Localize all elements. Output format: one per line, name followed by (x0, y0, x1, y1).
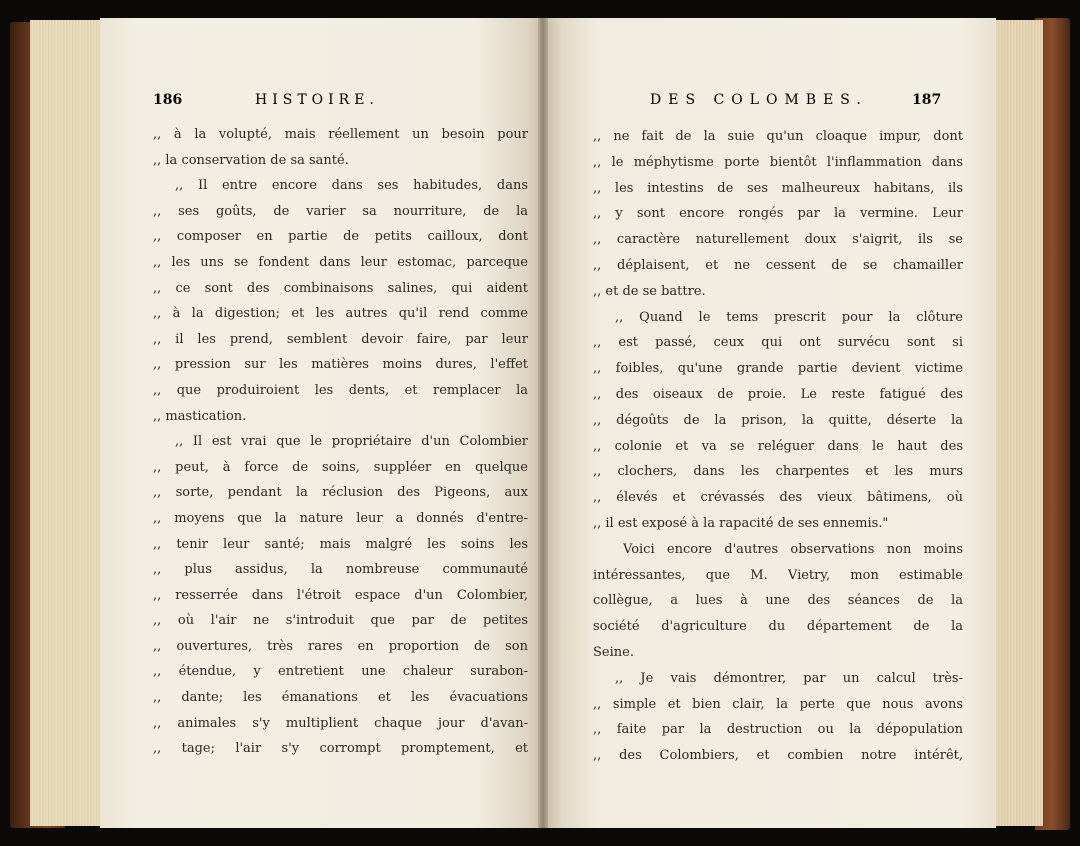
right-running-title: DES COLOMBES. (650, 92, 868, 108)
right-running-head (650, 90, 960, 110)
text-line: ,, y sont encore rongés par la vermine. Leur (593, 206, 963, 222)
text-line: ,, il les prend, semblent devoir faire, par leur (153, 331, 528, 347)
text-line: ,, des oiseaux de proie. Le reste fatigué des (593, 386, 963, 402)
right-page-number: 187 (912, 92, 942, 108)
book-gutter (538, 18, 548, 828)
text-line: ,, à la volupté, mais réellement un besoin pour (153, 127, 528, 142)
text-line: ,, la conservation de sa santé. (153, 152, 349, 168)
text-line: ,, élevés et crévassés des vieux bâtimens, où (593, 490, 963, 506)
text-line: Seine. (593, 644, 634, 660)
text-line: ,, où l'air ne s'introduit que par de petites (153, 613, 528, 629)
text-line: ,, Je vais démontrer, par un calcul très- (615, 670, 963, 686)
text-line: ,, que produiroient les dents, et remplacer la (153, 382, 528, 398)
text-line: collègue, a lues à une des séances de la (593, 593, 963, 609)
text-line: ,, il est exposé à la rapacité de ses ennemis." (593, 515, 889, 531)
text-line: ,, les uns se fondent dans leur estomac, parceque (153, 254, 528, 270)
text-line: ,, les intestins de ses malheureux habitans, ils (593, 180, 963, 196)
text-line: ,, sorte, pendant la réclusion des Pigeons, aux (153, 485, 528, 501)
text-line: ,, ne fait de la suie qu'un cloaque impur, dont (593, 129, 963, 144)
text-line: ,, animales s'y multiplient chaque jour d'avan- (153, 715, 528, 731)
text-line: ,, est passé, ceux qui ont survécu sont si (593, 335, 963, 351)
text-line: Voici encore d'autres observations non moins (623, 541, 963, 557)
text-line: ,, simple et bien clair, la perte que nous avons (593, 696, 963, 712)
left-page-text (153, 122, 528, 762)
text-line: ,, mastication. (153, 408, 247, 424)
text-line: ,, peut, à force de soins, suppléer en quelque (153, 459, 528, 475)
text-line: société d'agriculture du département de la (593, 619, 963, 635)
text-line: ,, tage; l'air s'y corrompt promptement, et (153, 741, 528, 757)
text-line: ,, composer en partie de petits cailloux, dont (153, 229, 528, 245)
text-line: ,, Il est vrai que le propriétaire d'un Colombier (175, 434, 528, 450)
text-line: ,, étendue, y entretient une chaleur surabon- (153, 664, 528, 680)
text-line: ,, caractère naturellement doux s'aigrit, ils se (593, 232, 963, 248)
left-running-title: HISTOIRE. (255, 92, 379, 108)
text-line: ,, clochers, dans les charpentes et les murs (593, 464, 963, 480)
text-line: ,, dégoûts de la prison, la quitte, déserte la (593, 412, 963, 428)
text-line: ,, Il entre encore dans ses habitudes, dans (175, 178, 528, 194)
text-line: ,, et de se battre. (593, 283, 706, 299)
left-page-number: 186 (153, 92, 183, 108)
text-line: intéressantes, que M. Vietry, mon estimable (593, 567, 963, 583)
text-line: ,, resserrée dans l'étroit espace d'un Colombier, (153, 587, 528, 603)
text-line: ,, Quand le tems prescrit pour la clôture (615, 309, 963, 325)
text-line: ,, ses goûts, de varier sa nourriture, de la (153, 203, 528, 219)
text-line: ,, le méphytisme porte bientôt l'inflammation dans (593, 154, 963, 170)
right-page-text (593, 124, 963, 769)
text-line: ,, tenir leur santé; mais malgré les soins les (153, 536, 528, 552)
text-line: ,, des Colombiers, et combien notre intérêt, (593, 748, 963, 764)
text-line: ,, ce sont des combinaisons salines, qui aident (153, 280, 528, 296)
text-line: ,, déplaisent, et ne cessent de se chamailler (593, 257, 963, 273)
left-running-head (153, 92, 523, 112)
text-line: ,, colonie et va se reléguer dans le haut des (593, 438, 963, 454)
text-line: ,, pression sur les matières moins dures, l'effet (153, 357, 528, 373)
text-line: ,, faite par la destruction ou la dépopulation (593, 722, 963, 738)
text-line: ,, ouvertures, très rares en proportion de son (153, 638, 528, 654)
text-line: ,, foibles, qu'une grande partie devient victime (593, 361, 963, 377)
text-line: ,, moyens que la nature leur a donnés d'entre- (153, 510, 528, 526)
text-line: ,, plus assidus, la nombreuse communauté (153, 562, 528, 578)
page-edges-right (995, 20, 1043, 826)
text-line: ,, dante; les émanations et les évacuations (153, 690, 528, 706)
page-edges-left (30, 20, 102, 826)
text-line: ,, à la digestion; et les autres qu'il rend comme (153, 306, 528, 322)
